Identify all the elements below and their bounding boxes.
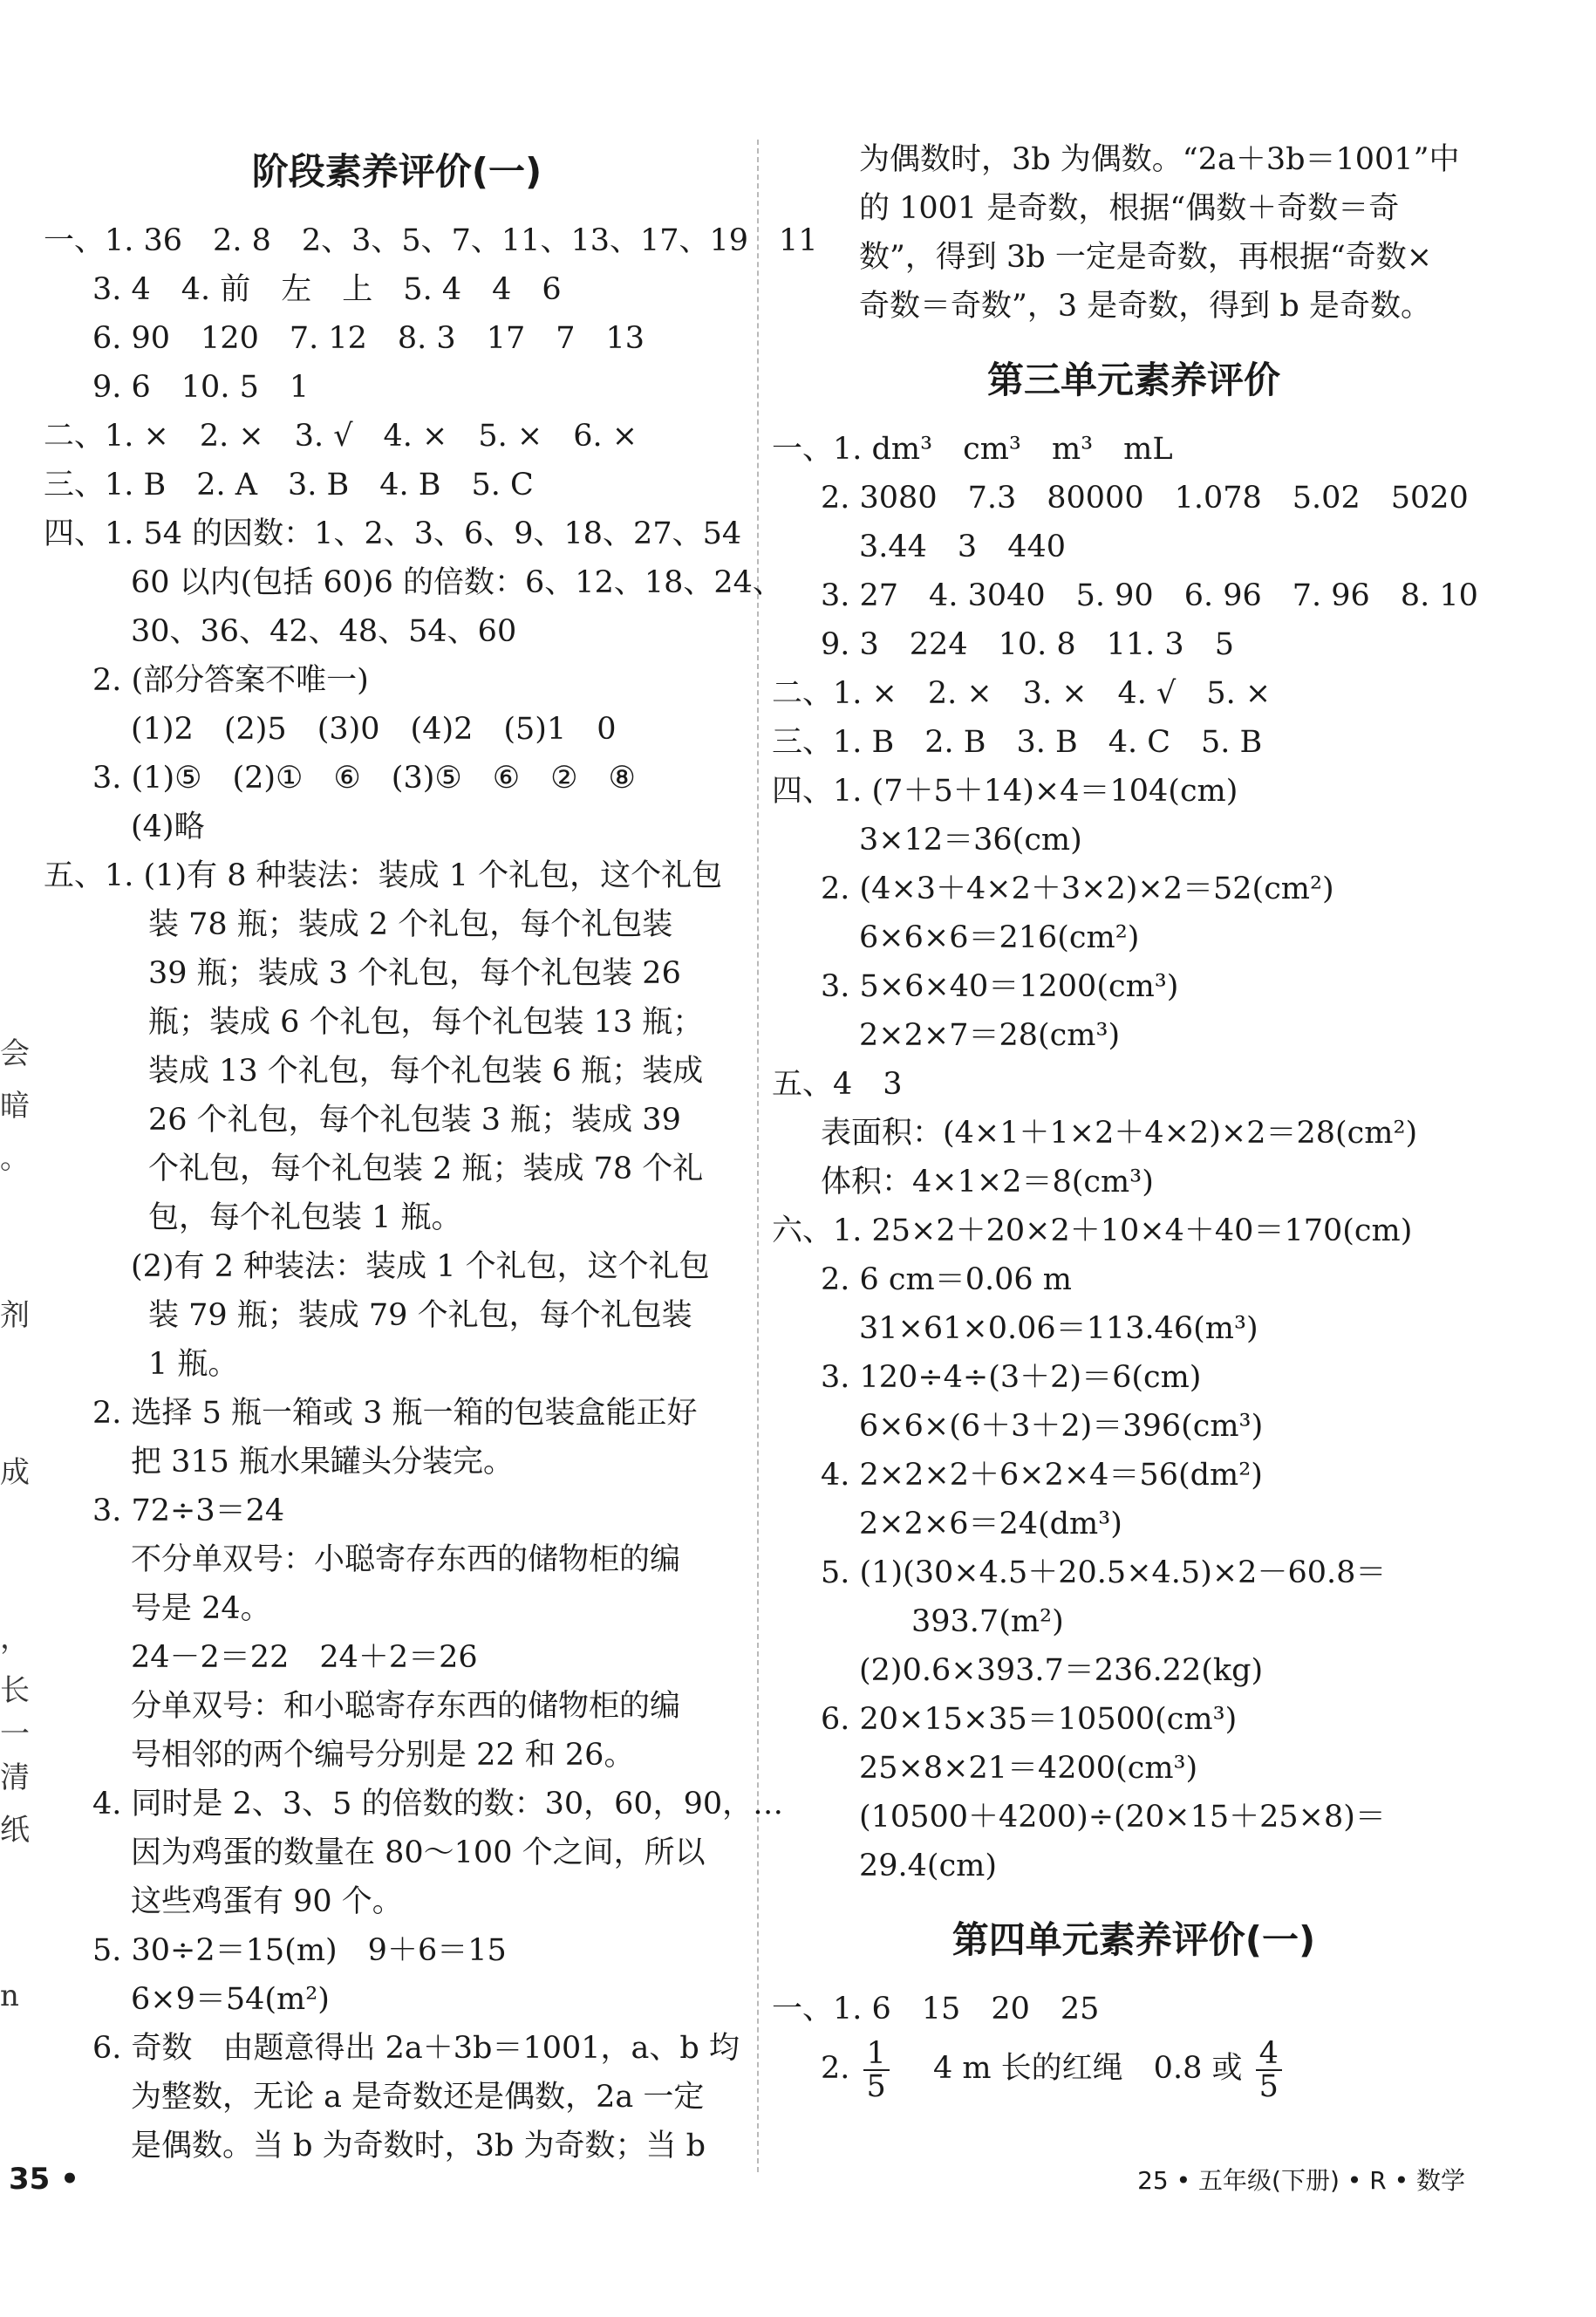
answer-line: (10500＋4200)÷(20×15＋25×8)＝: [859, 1800, 1386, 1835]
answer-line: 把 315 瓶水果罐头分装完。: [131, 1445, 515, 1480]
answer-line: 四、1. (7＋5＋14)×4＝104(cm): [772, 774, 1238, 809]
answer-line: 装 78 瓶；装成 2 个礼包，每个礼包装: [148, 907, 673, 942]
answer-line: 6. 20×15×35＝10500(cm³): [821, 1702, 1238, 1737]
page-number: 35 •: [9, 2162, 79, 2197]
right-column: [772, 135, 1496, 2103]
answer-line: 包，每个礼包装 1 瓶。: [148, 1200, 462, 1235]
answer-line: 是偶数。当 b 为奇数时，3b 为奇数；当 b: [131, 2129, 706, 2163]
left-column: [44, 122, 818, 2170]
fraction-one-fifth: [863, 2035, 890, 2104]
answer-line: 因为鸡蛋的数量在 80～100 个之间，所以: [131, 1835, 706, 1870]
fraction-denominator: 5: [866, 2068, 886, 2104]
answer-line: 6×9＝54(m²): [131, 1982, 330, 2017]
answer-line: (1)2 (2)5 (3)0 (4)2 (5)1 0: [131, 712, 617, 747]
answer-line: 表面积：(4×1＋1×2＋4×2)×2＝28(cm²): [821, 1116, 1418, 1151]
answer-line: 装 79 瓶；装成 79 个礼包，每个礼包装: [148, 1298, 692, 1333]
answer-line: 3. 4 4. 前 左 上 5. 4 4 6: [92, 272, 562, 307]
edge-char: 长: [0, 1673, 30, 1708]
answer-line: 数”，得到 3b 一定是奇数，再根据“奇数×: [859, 240, 1433, 275]
edge-char: 成: [0, 1455, 30, 1490]
answer-line: 9. 6 10. 5 1: [92, 370, 310, 405]
answer-line: 6×6×(6＋3＋2)＝396(cm³): [859, 1409, 1264, 1444]
answer-line: 三、1. B 2. B 3. B 4. C 5. B: [772, 725, 1263, 760]
answer-line: 3. 120÷4÷(3＋2)＝6(cm): [821, 1360, 1202, 1395]
answer-line: 3. 27 4. 3040 5. 90 6. 96 7. 96 8. 10: [821, 578, 1478, 613]
answer-line: 6. 奇数 由题意得出 2a＋3b＝1001，a、b 均: [92, 2031, 740, 2066]
question-number: 2.: [821, 2051, 850, 2086]
fraction-denominator: 5: [1258, 2068, 1279, 2104]
answer-line: 3. (1)⑤ (2)① ⑥ (3)⑤ ⑥ ② ⑧: [92, 761, 636, 796]
answer-line-fractions: [772, 2033, 1496, 2103]
answer-line: 9. 3 224 10. 8 11. 3 5: [821, 627, 1234, 662]
edge-char: 清: [0, 1760, 30, 1795]
edge-char: 暗: [0, 1089, 30, 1124]
fraction-numerator: 1: [863, 2038, 890, 2071]
edge-char: 会: [0, 1036, 30, 1071]
answer-line: 二、1. × 2. × 3. √ 4. × 5. × 6. ×: [44, 419, 638, 454]
book-info: 25 • 五年级(下册) • R • 数学: [1137, 2166, 1465, 2195]
column-divider: [757, 140, 759, 2172]
answer-line: 号相邻的两个编号分别是 22 和 26。: [131, 1738, 635, 1773]
edge-char: ，: [0, 1621, 30, 1656]
answer-line: 的 1001 是奇数，根据“偶数＋奇数＝奇: [859, 191, 1400, 226]
answer-line: (4)略: [131, 810, 205, 844]
answer-line: 26 个礼包，每个礼包装 3 瓶；装成 39: [148, 1103, 681, 1138]
answer-line: 5. 30÷2＝15(m) 9＋6＝15: [92, 1933, 507, 1968]
answer-line: 三、1. B 2. A 3. B 4. B 5. C: [44, 468, 534, 502]
edge-char: n: [0, 1979, 19, 2013]
answer-line: 6×6×6＝216(cm²): [859, 920, 1140, 955]
answer-line: 二、1. × 2. × 3. × 4. √ 5. ×: [772, 676, 1272, 711]
answer-line: 4. 2×2×2＋6×2×4＝56(dm²): [821, 1458, 1263, 1493]
answer-line: 号是 24。: [131, 1591, 271, 1626]
answer-line: 4. 同时是 2、3、5 的倍数的数：30，60，90，…: [92, 1787, 784, 1821]
section-heading-stage-1: 阶段素养评价(一): [251, 150, 542, 193]
answer-line: 2. (4×3＋4×2＋3×2)×2＝52(cm²): [821, 871, 1334, 906]
answer-line: 不分单双号：小聪寄存东西的储物柜的编: [131, 1542, 681, 1577]
answer-line: 393.7(m²): [911, 1604, 1064, 1639]
answer-line: 60 以内(包括 60)6 的倍数：6、12、18、24、: [131, 565, 783, 600]
answer-line: 一、1. 6 15 20 25: [772, 1992, 1100, 2027]
answer-line: 六、1. 25×2＋20×2＋10×4＋40＝170(cm): [772, 1213, 1413, 1248]
answer-line: 分单双号：和小聪寄存东西的储物柜的编: [131, 1689, 681, 1724]
answer-line: 3×12＝36(cm): [859, 823, 1082, 858]
answer-line: 2×2×7＝28(cm³): [859, 1018, 1121, 1053]
answer-line: 6. 90 120 7. 12 8. 3 17 7 13: [92, 321, 645, 356]
answer-line: (2)0.6×393.7＝236.22(kg): [859, 1653, 1264, 1688]
answer-line: 3.44 3 440: [859, 530, 1067, 564]
answer-line: 五、1. (1)有 8 种装法：装成 1 个礼包，这个礼包: [44, 858, 723, 893]
answer-line: 3. 72÷3＝24: [92, 1493, 285, 1528]
answer-line: 一、1. dm³ cm³ m³ mL: [772, 432, 1173, 467]
section-heading-unit-3: 第三单元素养评价: [986, 359, 1280, 401]
section-heading-unit-4: 第四单元素养评价(一): [951, 1918, 1316, 1961]
answer-line: 2×2×6＝24(dm³): [859, 1507, 1122, 1541]
fraction-four-fifths: [1256, 2035, 1282, 2104]
answer-line: 3. 5×6×40＝1200(cm³): [821, 969, 1179, 1004]
answer-line: 1 瓶。: [148, 1347, 239, 1382]
answer-line: 29.4(cm): [859, 1849, 998, 1883]
answer-line: 装成 13 个礼包，每个礼包装 6 瓶；装成: [148, 1054, 704, 1089]
answer-line: 30、36、42、48、54、60: [131, 614, 517, 649]
answer-line: 这些鸡蛋有 90 个。: [131, 1884, 403, 1919]
answer-text: 4 m 长的红绳 0.8 或: [902, 2051, 1243, 2086]
answer-line: 个礼包，每个礼包装 2 瓶；装成 78 个礼: [148, 1152, 704, 1186]
edge-char: 纸: [0, 1813, 30, 1848]
answer-line: 25×8×21＝4200(cm³): [859, 1751, 1198, 1786]
answer-line: 为偶数时，3b 为偶数。“2a＋3b＝1001”中: [859, 142, 1460, 177]
edge-char: 一: [0, 1717, 30, 1752]
answer-line: 体积：4×1×2＝8(cm³): [821, 1165, 1154, 1200]
answer-line: 五、4 3: [772, 1067, 903, 1102]
answer-line: 奇数＝奇数”，3 是奇数，得到 b 是奇数。: [859, 289, 1431, 324]
edge-char: 。: [0, 1141, 30, 1176]
answer-line: 5. (1)(30×4.5＋20.5×4.5)×2－60.8＝: [821, 1555, 1387, 1590]
answer-line: 瓶；装成 6 个礼包，每个礼包装 13 瓶；: [148, 1005, 704, 1040]
answer-line: 2. 6 cm＝0.06 m: [821, 1262, 1072, 1297]
edge-char: 剂: [0, 1298, 30, 1333]
answer-line: 一、1. 36 2. 8 2、3、5、7、11、13、17、19 11: [44, 223, 818, 258]
answer-line: 四、1. 54 的因数：1、2、3、6、9、18、27、54: [44, 516, 742, 551]
answer-line: 24－2＝22 24＋2＝26: [131, 1640, 478, 1675]
answer-line: 2. (部分答案不唯一): [92, 663, 369, 698]
answer-line: (2)有 2 种装法：装成 1 个礼包，这个礼包: [131, 1249, 710, 1284]
answer-line: 2. 选择 5 瓶一箱或 3 瓶一箱的包装盒能正好: [92, 1396, 698, 1431]
answer-line: 为整数，无论 a 是奇数还是偶数，2a 一定: [131, 2080, 705, 2115]
answer-line: 31×61×0.06＝113.46(m³): [859, 1311, 1258, 1346]
fraction-numerator: 4: [1256, 2038, 1282, 2071]
answer-line: 39 瓶；装成 3 个礼包，每个礼包装 26: [148, 956, 681, 991]
answer-line: 2. 3080 7.3 80000 1.078 5.02 5020: [821, 481, 1469, 516]
